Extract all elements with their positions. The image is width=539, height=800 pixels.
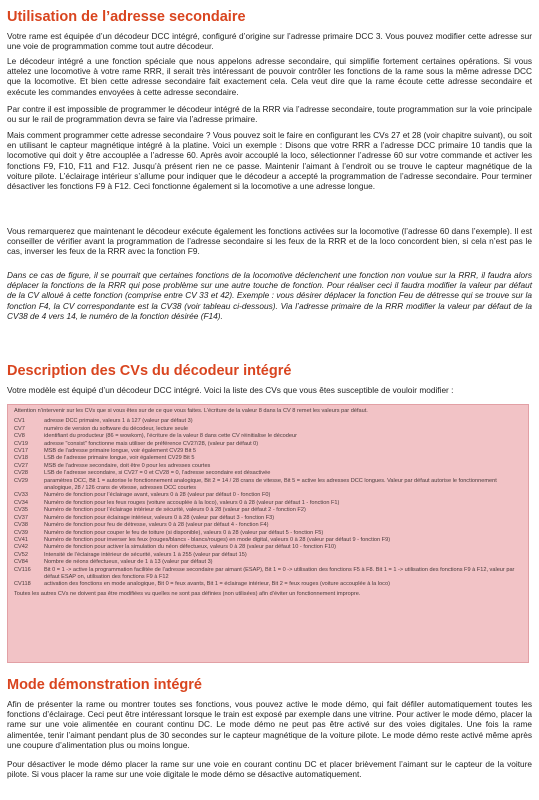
cv-table — [14, 418, 522, 588]
cv-description: numéro de version du software du décodeur, lecture seule — [44, 425, 188, 432]
section-title-cv-description: Description des CVs du décodeur intégré — [7, 363, 292, 379]
cv-description: Numéro de fonction pour feu de détresse, valeurs 0 à 28 (valeur par défaut 4 - fonction F4) — [44, 522, 269, 529]
table-row — [14, 500, 522, 507]
cv-id: CV18 — [14, 455, 28, 462]
table-row — [14, 455, 522, 462]
section-title-demo-mode: Mode démonstration intégré — [7, 677, 202, 693]
table-row — [14, 470, 522, 477]
cv-description: LSB de l’adresse primaire longue, voir également CV29 Bit 5 — [44, 455, 195, 462]
cv-description: Numéro de fonction pour activer la simulation du néon défectueux, valeurs 0 à 28 (valeur par défaut 10 - fonction F10) — [44, 544, 336, 551]
cv-description: Numéro de fonction pour inverser les feux (rouges/blancs - blancs/rouges) en mode digital, valeurs 0 à 28 (valeur par défaut 9 - fonction F9) — [44, 536, 391, 543]
cv-id: CV28 — [14, 470, 28, 477]
paragraph: Pour désactiver le mode démo placer la rame sur une voie en courant continu DC et placer brièvement l’aimant sur le capteur de la voiture pilote. Si vous placer la rame sur une voie digitale le mode démo se désactive automatiquement. — [7, 759, 532, 780]
cv-id: CV27 — [14, 462, 28, 469]
cv-description: MSB de l’adresse secondaire, doit être 0 pour les adresses courtes — [44, 462, 211, 469]
table-row — [14, 515, 522, 522]
cv-warning-note: Attention n’intervenir sur les CVs que si vous êtes sur de ce que vous faites. L’écriture de la valeur 8 dans la CV 8 remet les valeurs par défaut. — [14, 408, 368, 414]
cv-description: Intensité de l’éclairage intérieur de sécurité, valeurs 1 à 255 (valeur par défaut 15) — [44, 551, 247, 558]
cv-description: activation des fonctions en mode analogique, Bit 0 = feux avants, Bit 1 = éclairage intérieur, Bit 2 = feux rouges (voiture accouplée à la loco) — [44, 581, 390, 588]
cv-description: adresse DCC primaire, valeurs 1 à 127 (valeur par défaut 3) — [44, 418, 193, 425]
cv-description: Nombre de néons défectueux, valeur de 1 à 13 (valeur par défaut 3) — [44, 559, 213, 566]
paragraph-remarks — [7, 226, 532, 257]
cv-description: Numéro de fonction pour couper le feu de toiture (si disponible), valeurs 0 à 28 (valeur par défaut 5 - fonction F5) — [44, 529, 324, 536]
table-row — [14, 559, 522, 566]
table-row — [14, 552, 522, 559]
paragraph: Votre rame est équipée d’un décodeur DCC intégré, configuré d’origine sur l’adresse primaire DCC 3. Vous pouvez modifier cette adresse sur une voie de programmation comme tout autre décodeur. — [7, 31, 532, 52]
cv-id: CV38 — [14, 522, 28, 529]
paragraph-how-to-program — [7, 130, 532, 191]
table-row — [14, 448, 522, 455]
section-title-secondary-address: Utilisation de l’adresse secondaire — [7, 9, 246, 25]
cv-id: CV35 — [14, 507, 28, 514]
cv-description: Bit 0 = 1 -> active la programmation facilitée de l’adresse secondaire par aimant (ESAP), Bit 1 = 0 -> utilisation des fonctions F5 à F8. Bit 1 = 1 -> utilisation des fonctions F9 à F12, valeur par défaut ESAP on, utilisation des fonctions F9 à F12 — [44, 566, 515, 580]
paragraph: Votre modèle est équipé d’un décodeur DCC intégré. Voici la liste des CVs que vous êtes susceptible de vouloir modifier : — [7, 385, 454, 395]
cv-description: Numéro de fonction pour l’éclairage avant, valeurs 0 à 28 (valeur par défaut 0 - fonction F0) — [44, 492, 271, 499]
cv-id: CV17 — [14, 448, 28, 455]
table-row — [14, 478, 522, 493]
paragraph-secondary-function — [7, 56, 532, 97]
paragraph-demo-activate — [7, 699, 532, 750]
cv-description: Numéro de fonction pour éclairage intérieur, valeurs 0 à 28 (valeur par défaut 3 - fonction F3) — [44, 514, 275, 521]
table-row — [14, 441, 522, 448]
cv-id: CV118 — [14, 581, 31, 588]
cv-description: LSB de l’adresse secondaire, si CV27 = 0 et CV28 = 0, l’adresse secondaire est désactivée — [44, 470, 271, 477]
paragraph: Afin de présenter la rame ou montrer toutes ses fonctions, vous pouvez active le mode démo, qui fait défiler automatiquement toutes les fonctions d’éclairage. Ceci peut être intéressant lorsque le train est exposé par exemple dans une vitrine. Pour activer le mode démo, placer la rame sur une voie alimentée en courant continu DC. Le mode démo ne peut pas être activé sur des voies digitales. Une fois la rame alimentée, tenir l’aimant pendant plus de 30 secondes sur le capteur magnétique de la voiture pilote. Le mode démo reste activé même après une coupure d’alimentation plus ou moins longue. — [7, 699, 532, 750]
cv-id: CV8 — [14, 433, 25, 440]
cv-id: CV52 — [14, 551, 28, 558]
paragraph: Mais comment programmer cette adresse secondaire ? Vous pouvez soit le faire en configurant les CVs 27 et 28 (voir chapitre suivant), ou soit en utilisant le capteur magnétique intégré à la platine. Voici un exemple : Disons que votre RRR a l’adresse DCC primaire 10 tandis que la locomotive qui doit y être accouplée a l’adresse 60. Après avoir accouplé la loco, sélectionner l’adresse 60 sur votre commande et activer les fonctions F9, F10, F11 and F12. Jusqu’à présent rien ne ce passe. Maintenir l’aimant à l’endroit ou se trouve le capteur magnétique de la voiture pilote. L’éclairage intérieur s’allume pour indiquer que le décodeur a accepté la programmation de l’adresse secondaire. Pour terminer désactiver les fonctions F9 à F12. Ceci fonctionne également si la locomotive a une adresse longue. — [7, 130, 532, 192]
table-row — [14, 530, 522, 537]
table-row — [14, 463, 522, 470]
cv-id: CV39 — [14, 529, 28, 536]
cv-id: CV7 — [14, 425, 25, 432]
table-row — [14, 426, 522, 433]
cv-id: CV41 — [14, 536, 28, 543]
paragraph-demo-deactivate — [7, 759, 532, 779]
table-row — [14, 433, 522, 440]
cv-description: MSB de l’adresse primaire longue, voir également CV29 Bit 5 — [44, 448, 197, 455]
cv-id: CV19 — [14, 440, 28, 447]
cv-description: paramètres DCC, Bit 1 = autorise le fonctionnement analogique, Bit 2 = 14 / 28 crans de vitesse, Bit 5 = active les adresses DCC longues. Valeur par défaut autorise le fonctionnement analogique, 28 / 126 crans de vitesse, adresses DCC courtes — [44, 477, 497, 492]
table-row — [14, 581, 522, 588]
paragraph-italic-example — [7, 270, 532, 321]
cv-id: CV42 — [14, 544, 28, 551]
paragraph: Le décodeur intégré a une fonction spéciale que nous appelons adresse secondaire, qui simplifie fortement certaines opérations. Si vous attelez une locomotive à votre rame RRR, il serait très intéressant de pouvoir contrôler les fonctions de la rame sous la même adresse DCC que la locomotive. Et bien cette adresse secondaire fait exactement cela. Cela veut dire que la rame écoute cette adresse secondaire et exécute les commandes envoyées à cette adresse secondaire. — [7, 56, 532, 97]
table-row — [14, 418, 522, 425]
cv-description: identifiant du producteur (86 = wowkom), l’écriture de la valeur 8 dans cette CV réinitialise le décodeur — [44, 433, 297, 440]
table-row — [14, 537, 522, 544]
paragraph-italic: Dans ce cas de figure, il se pourrait que certaines fonctions de la locomotive déclenchent une fonction non voulue sur la RRR, il faudra alors déplacer la fonctions de la RRR qui pose problème sur une autre touche de fonction. Pour réaliser ceci il faudra modifier la valeur par défaut de la CV alloué à cette fonction (comprise entre CV 33 et 42). Exemple : vous désirer déplacer la fonction Feu de détresse qui se trouve sur la fonction F4, la CV correspondante est la CV38 (voir tableau ci-dessous). Via l’adresse primaire de la RRR modifier la valeur par défaut de la CV38 de 4 vers 14, le numéro de la fonction désirée (F14). — [7, 270, 532, 321]
table-row — [14, 507, 522, 514]
cv-id: CV37 — [14, 514, 28, 521]
paragraph-intro — [7, 31, 532, 51]
cv-description: Numéro de fonction pour les feux rouges (voiture accouplée à la loco), valeurs 0 à 28 (valeur par défaut 1 - fonction F1) — [44, 499, 340, 506]
cv-id: CV29 — [14, 477, 28, 484]
table-row — [14, 492, 522, 499]
paragraph: Par contre il est impossible de programmer le décodeur intégré de la RRR via l’adresse secondaire, toute programmation sur la voie principale ou sur le rail de programmation devra se faire via l’adresse primaire. — [7, 104, 532, 125]
paragraph-cv-intro — [7, 385, 532, 395]
table-row — [14, 544, 522, 551]
table-row — [14, 522, 522, 529]
cv-description: Numéro de fonction pour l’éclairage intérieur de sécurité, valeurs 0 à 28 (valeur par défaut 2 - fonction F2) — [44, 507, 306, 514]
paragraph: Vous remarquerez que maintenant le décodeur exécute également les fonctions activées sur la locomotive (l’adresse 60 dans l’exemple). Il est conseiller de vérifier avant la programmation de l’adresse secondaire si les feux de la RRR et de la loco concordent bien, si cela n’est pas le cas, inverser les feux de la RRR avec la fonction F9. — [7, 226, 532, 257]
paragraph-programming-limit — [7, 104, 532, 124]
cv-id: CV33 — [14, 492, 28, 499]
table-row — [14, 567, 522, 582]
cv-id: CV34 — [14, 499, 28, 506]
cv-id: CV116 — [14, 566, 31, 573]
cv-id: CV1 — [14, 418, 25, 425]
cv-footer-note: Toutes les autres CVs ne doivent pas être modifiées vu quelles ne sont pas définies (non utilisées) afin d’éviter un fonctionnement impropre. — [14, 590, 361, 597]
cv-table-box — [7, 404, 529, 663]
cv-id: CV84 — [14, 559, 28, 566]
cv-description: adresse "consist" fonctionne mais utiliser de préférence CV27/28, (valeur par défaut 0) — [44, 440, 259, 447]
